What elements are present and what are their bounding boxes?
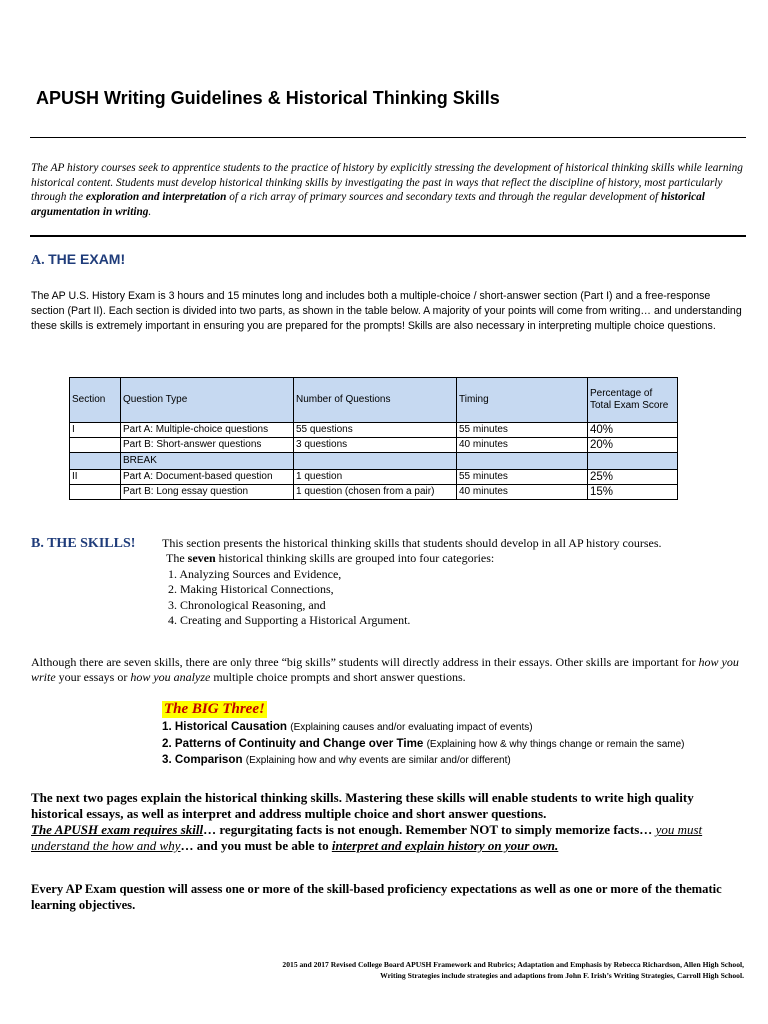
- big-three-label: The BIG Three!: [164, 701, 265, 717]
- exam-heading-text: THE EXAM!: [48, 251, 126, 267]
- footer-line-2: Writing Strategies include strategies and adaptions from John F. Irish’s Writing Strategies, Carroll High School.: [380, 971, 744, 980]
- table-row: [70, 423, 678, 438]
- skills-heading: B. THE SKILLS!: [31, 536, 136, 551]
- table-header-cell: Question Type: [121, 378, 294, 423]
- table-cell: 1 question: [294, 470, 457, 485]
- table-cell: 40%: [588, 423, 678, 438]
- skills-list: [166, 551, 494, 629]
- table-cell: 55 minutes: [457, 470, 588, 485]
- table-cell: Part B: Long essay question: [121, 485, 294, 500]
- table-header-row: [70, 378, 678, 423]
- table-row: [70, 438, 678, 453]
- table-header-cell: Number of Questions: [294, 378, 457, 423]
- table-header-cell: Timing: [457, 378, 588, 423]
- skill-category: 2. Making Historical Connections,: [168, 582, 334, 596]
- exam-paragraph: The AP U.S. History Exam is 3 hours and 15 minutes long and includes both a multiple-choice / short-answer section (Part I) and a free-response section (Part II). Each section is divided into two parts, as shown in the table below. A majority of your points will come from writing… and understanding these skills is extremely important in ensuring you are prepared for the prompts! Skills are also necessary in interpreting multiple choice questions.: [31, 290, 742, 332]
- how-you-write: how you write: [31, 655, 739, 684]
- table-cell: 40 minutes: [457, 438, 588, 453]
- seven-bold: seven: [187, 551, 216, 565]
- intro-text-1: The AP history courses seek to apprentice students to the practice of history by explicitly stressing the development of historical thinking skills while learning historical content. Students must develop historical thinking skills by investigating the past in ways that reflect the discipline of history, most particularly through the: [31, 162, 743, 204]
- skill-category: 3. Chronological Reasoning, and: [168, 597, 326, 612]
- exam-table: [69, 377, 678, 500]
- interpret-explain: interpret and explain history on your own.: [331, 838, 559, 853]
- table-cell: [70, 485, 121, 500]
- skills-intro: This section presents the historical thinking skills that students should develop in all AP history courses.: [162, 536, 662, 550]
- intro-paragraph: [31, 161, 743, 219]
- table-header-cell: Section: [70, 378, 121, 423]
- footer-line-1: 2015 and 2017 Revised College Board APUSH Framework and Rubrics; Adaptation and Emphasis by Rebecca Richardson, Allen High School,: [282, 960, 744, 969]
- table-cell: 20%: [588, 438, 678, 453]
- table-row-break: [70, 453, 678, 470]
- table-cell: 1 question (chosen from a pair): [294, 485, 457, 500]
- table-cell: [70, 438, 121, 453]
- table-cell: 55 questions: [294, 423, 457, 438]
- table-cell: [294, 453, 457, 470]
- big-three-item: 1. Historical Causation (Explaining causes and/or evaluating impact of events): [162, 720, 533, 733]
- intro-bold-2: historical argumentation in writing: [31, 191, 705, 218]
- table-cell: 55 minutes: [457, 423, 588, 438]
- next-paragraph: The next two pages explain the historical thinking skills. Mastering these skills will enable students to write high quality historical essays, as well as interpret and address multiple choice and short answer questions. The APUSH exam requires skill… regurgitating facts is not enough. Remember NOT to simply memorize facts… you must understand the how and why… and you must be able to interpret and explain history on your own.: [31, 790, 703, 853]
- table-cell: 40 minutes: [457, 485, 588, 500]
- table-cell: Part B: Short-answer questions: [121, 438, 294, 453]
- intro-text-2: of a rich array of primary sources and secondary texts and through the regular development of: [226, 191, 661, 204]
- table-row: [70, 470, 678, 485]
- table-cell: [70, 453, 121, 470]
- title-divider: [30, 137, 746, 138]
- skill-category: 1. Analyzing Sources and Evidence,: [168, 566, 342, 581]
- every-paragraph: Every AP Exam question will assess one or more of the skill-based proficiency expectations as well as one or more of the thematic learning objectives.: [31, 882, 722, 912]
- intro-text-3: .: [148, 205, 152, 218]
- exam-requires-skill: The APUSH exam requires skill: [31, 822, 204, 837]
- table-cell: Part A: Multiple-choice questions: [121, 423, 294, 438]
- table-cell: 15%: [588, 485, 678, 500]
- intro-bold-1: exploration and interpretation: [85, 191, 227, 204]
- table-cell: II: [70, 470, 121, 485]
- table-header-cell: Percentage of Total Exam Score: [588, 378, 678, 423]
- footer-credit: [144, 959, 744, 981]
- table-cell: 3 questions: [294, 438, 457, 453]
- skill-category: 4. Creating and Supporting a Historical Argument.: [168, 613, 411, 627]
- exam-heading: [31, 251, 125, 269]
- page-title: APUSH Writing Guidelines & Historical Thinking Skills: [36, 88, 500, 108]
- table-cell: BREAK: [121, 453, 294, 470]
- although-paragraph: Although there are seven skills, there are only three “big skills” students will directly address in their essays. Other skills are important for how you write your essays or how you analyze multiple choice prompts and short answer questions.: [31, 655, 739, 684]
- table-cell: [588, 453, 678, 470]
- big-three-list: [162, 719, 685, 769]
- big-three-item: 3. Comparison (Explaining how and why events are similar and/or different): [162, 753, 511, 766]
- table-cell: I: [70, 423, 121, 438]
- table-cell: [457, 453, 588, 470]
- understand-how-why: you must understand the how and why: [31, 822, 703, 853]
- exam-heading-letter: A.: [31, 253, 45, 268]
- skills-grouping-line: The seven historical thinking skills are grouped into four categories:: [166, 551, 495, 565]
- intro-divider: [30, 235, 746, 237]
- table-cell: Part A: Document-based question: [121, 470, 294, 485]
- big-three-item: 2. Patterns of Continuity and Change over Time (Explaining how & why things change or remain the same): [162, 736, 685, 750]
- table-cell: 25%: [588, 470, 678, 485]
- how-you-analyze: how you analyze: [130, 670, 211, 684]
- table-row: [70, 485, 678, 500]
